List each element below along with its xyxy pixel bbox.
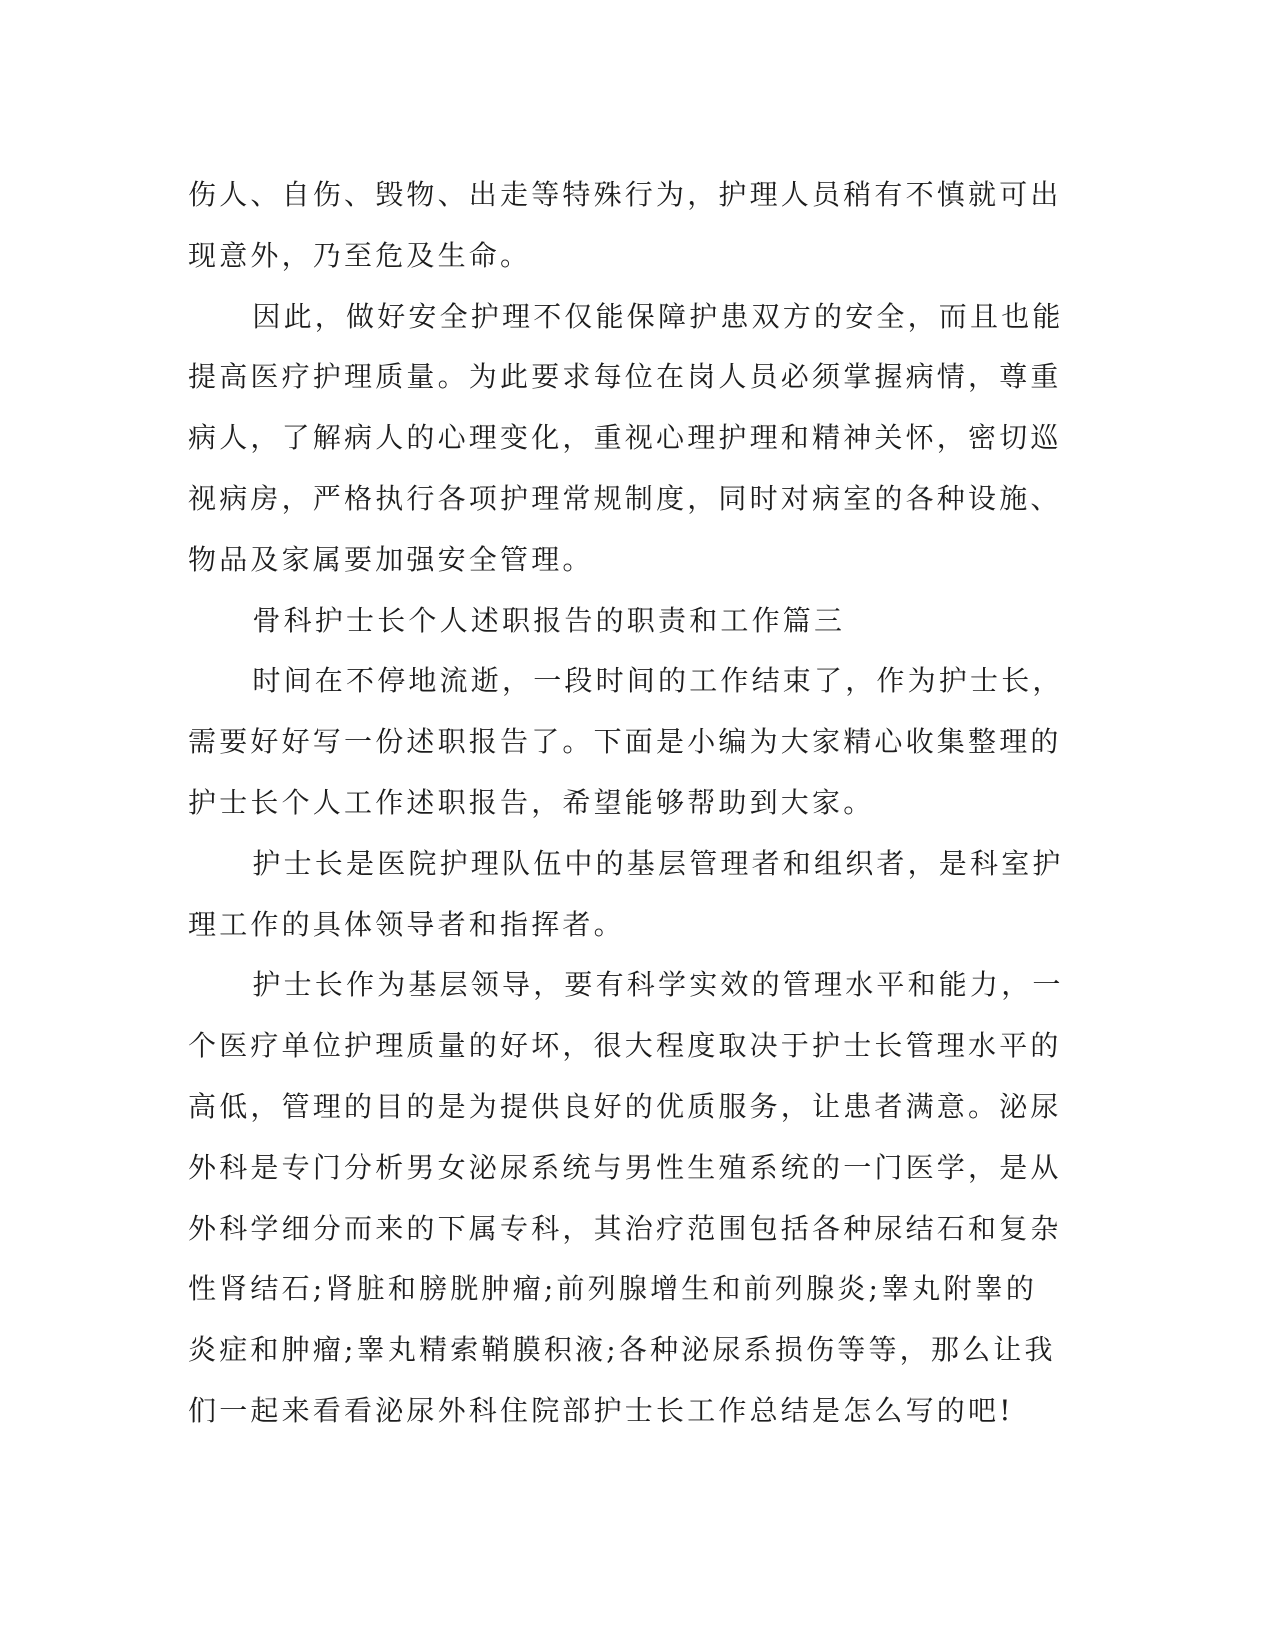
paragraph-intro: 时间在不停地流逝，一段时间的工作结束了，作为护士长，需要好好写一份述职报告了。下面是小编为大家精心收集整理的护士长个人工作述职报告，希望能够帮助到大家。 xyxy=(188,664,1064,819)
document-body xyxy=(188,165,1068,1442)
section-heading: 骨科护士长个人述职报告的职责和工作篇三 xyxy=(252,603,846,637)
paragraph-safety-care: 因此，做好安全护理不仅能保障护患双方的安全，而且也能提高医疗护理质量。为此要求每位在岗人员必须掌握病情，尊重病人，了解病人的心理变化，重视心理护理和精神关怀，密切巡视病房，严格执行各项护理常规制度，同时对病室的各种设施、物品及家属要加强安全管理。 xyxy=(188,299,1064,576)
paragraph-head-nurse-role: 护士长是医院护理队伍中的基层管理者和组织者，是科室护理工作的具体领导者和指挥者。 xyxy=(188,846,1064,941)
paragraph-continuation: 伤人、自伤、毁物、出走等特殊行为，护理人员稍有不慎就可出现意外，乃至危及生命。 xyxy=(188,178,1062,272)
paragraph-management: 护士长作为基层领导，要有科学实效的管理水平和能力，一个医疗单位护理质量的好坏，很大程度取决于护士长管理水平的高低，管理的目的是为提供良好的优质服务，让患者满意。泌尿外科是专门分析男女泌尿系统与男性生殖系统的一门医学，是从外科学细分而来的下属专科，其治疗范围包括各种尿结石和复杂性肾结石;肾脏和膀胱肿瘤;前列腺增生和前列腺炎;睾丸附睾的炎症和肿瘤;睾丸精索鞘膜积液;各种泌尿系损伤等等，那么让我们一起来看看泌尿外科住院部护士长工作总结是怎么写的吧! xyxy=(188,968,1064,1427)
